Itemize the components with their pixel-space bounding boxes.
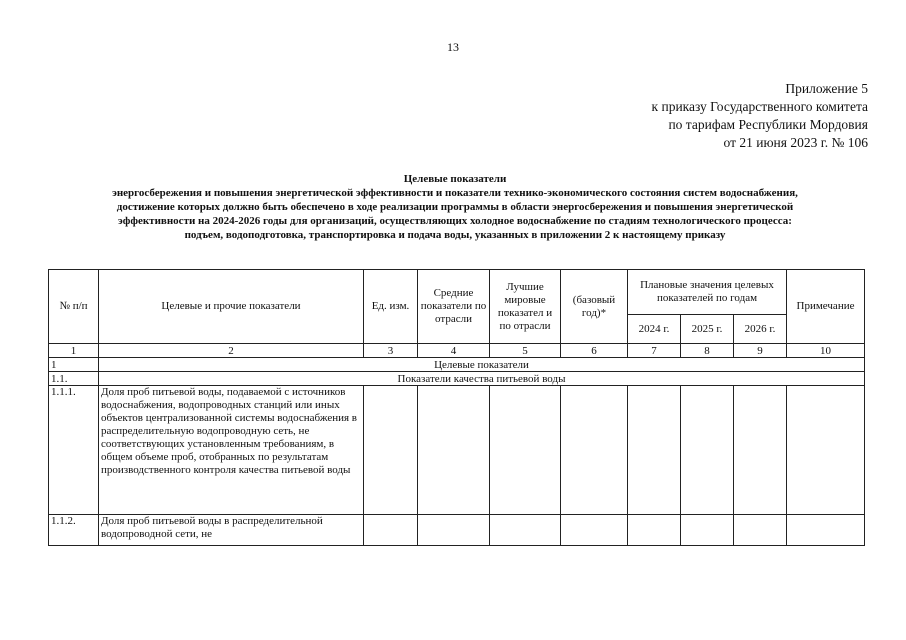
page-number: 13 <box>447 40 459 54</box>
section-title: Целевые показатели <box>99 358 865 372</box>
section-num: 1 <box>49 358 99 372</box>
column-number: 2 <box>99 344 364 358</box>
column-number: 9 <box>734 344 787 358</box>
empty-cell <box>490 386 561 515</box>
document-heading <box>40 172 870 242</box>
heading-line: подъем, водоподготовка, транспортировка и подача воды, указанных в приложении 2 к настоящему приказу <box>184 229 726 241</box>
column-number-row <box>49 344 865 358</box>
column-number: 7 <box>628 344 681 358</box>
column-number: 3 <box>364 344 418 358</box>
header-note: Примечание <box>787 270 865 344</box>
empty-cell <box>734 386 787 515</box>
subsection-row <box>49 372 865 386</box>
empty-cell <box>364 386 418 515</box>
empty-cell <box>418 386 490 515</box>
empty-cell <box>787 386 865 515</box>
empty-cell <box>628 386 681 515</box>
header-avg: Средние показатели по отрасли <box>418 270 490 344</box>
empty-cell <box>681 515 734 546</box>
subsection-num: 1.1. <box>49 372 99 386</box>
header-year-2025: 2025 г. <box>681 315 734 344</box>
column-number: 8 <box>681 344 734 358</box>
header-indicators: Целевые и прочие показатели <box>99 270 364 344</box>
header-year-2024: 2024 г. <box>628 315 681 344</box>
appendix-line: Приложение 5 <box>785 81 868 96</box>
empty-cell <box>681 386 734 515</box>
empty-cell <box>561 515 628 546</box>
column-number: 10 <box>787 344 865 358</box>
table-row <box>49 386 865 515</box>
row-text: Доля проб питьевой воды, подаваемой с источников водоснабжения, водопроводных станций или иных объектов централизованной системы водоснабжения в распределительную водопроводную сеть, не соответствующих установленным требованиям, в общем объеме проб, отобранных по результатам производственного контроля качества питьевой воды <box>99 386 364 515</box>
column-number: 4 <box>418 344 490 358</box>
row-num: 1.1.2. <box>49 515 99 546</box>
appendix-line: к приказу Государственного комитета <box>651 99 868 114</box>
empty-cell <box>734 515 787 546</box>
heading-line: энергосбережения и повышения энергетической эффективности и показатели технико-экономического состояния систем водоснабжения, <box>112 187 798 199</box>
row-num: 1.1.1. <box>49 386 99 515</box>
empty-cell <box>418 515 490 546</box>
column-number: 6 <box>561 344 628 358</box>
header-best: Лучшие мировые показател и по отрасли <box>490 270 561 344</box>
column-number: 1 <box>49 344 99 358</box>
header-unit: Ед. изм. <box>364 270 418 344</box>
table-row <box>49 515 865 546</box>
header-num: № п/п <box>49 270 99 344</box>
heading-line: достижение которых должно быть обеспечено в ходе реализации программы в области энергосбережения и повышения энергетической <box>116 201 794 213</box>
empty-cell <box>364 515 418 546</box>
header-year-2026: 2026 г. <box>734 315 787 344</box>
indicators-table <box>48 269 865 546</box>
column-number: 5 <box>490 344 561 358</box>
subsection-title: Показатели качества питьевой воды <box>99 372 865 386</box>
empty-cell <box>561 386 628 515</box>
header-base: (базовый год)* <box>561 270 628 344</box>
heading-title: Целевые показатели <box>403 173 507 185</box>
empty-cell <box>787 515 865 546</box>
section-row <box>49 358 865 372</box>
table-header-row <box>49 270 865 315</box>
appendix-line: от 21 июня 2023 г. № 106 <box>723 135 868 150</box>
empty-cell <box>628 515 681 546</box>
row-text: Доля проб питьевой воды в распределительной водопроводной сети, не <box>99 515 364 546</box>
appendix-line: по тарифам Республики Мордовия <box>668 117 868 132</box>
empty-cell <box>490 515 561 546</box>
heading-line: эффективности на 2024-2026 годы для организаций, осуществляющих холодное водоснабжение по стадиям технологического процесса: <box>118 215 792 227</box>
appendix-block <box>652 80 868 152</box>
header-planned: Плановые значения целевых показателей по годам <box>628 270 787 315</box>
